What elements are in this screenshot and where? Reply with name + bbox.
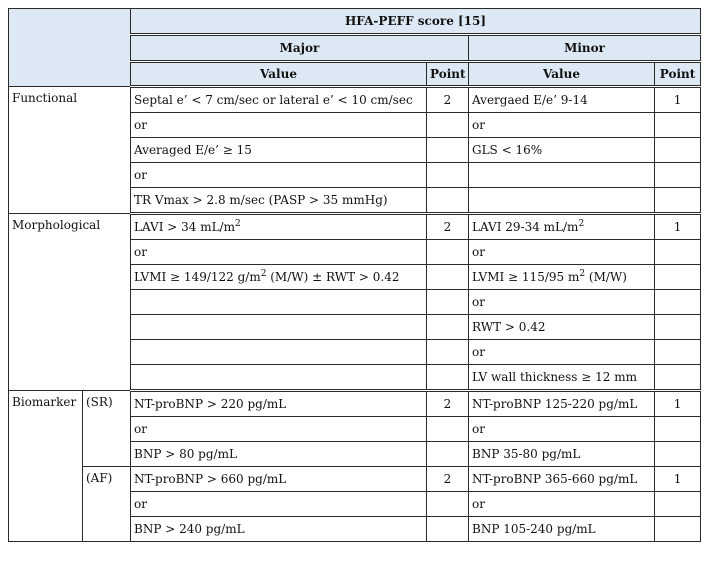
- lvmi-major-text: LVMI ≥ 149/122 g/m: [134, 270, 261, 284]
- subcategory-af: (AF): [83, 467, 131, 542]
- major-value-cell: or: [131, 163, 427, 188]
- category-biomarker: Biomarker: [9, 391, 83, 542]
- minor-point-cell: [655, 365, 701, 391]
- table-title: HFA-PEFF score [15]: [131, 9, 701, 35]
- minor-value-cell: BNP 35-80 pg/mL: [469, 442, 655, 467]
- major-point-cell: [427, 265, 469, 290]
- major-point-cell: [427, 315, 469, 340]
- lavi-minor-text: LAVI 29-34 mL/m: [472, 220, 579, 234]
- minor-point-cell: [655, 492, 701, 517]
- major-value-cell: [131, 265, 427, 290]
- major-value-cell: [131, 365, 427, 391]
- minor-value-cell: or: [469, 417, 655, 442]
- major-value-cell: NT-proBNP > 220 pg/mL: [131, 391, 427, 417]
- minor-value-cell: NT-proBNP 365-660 pg/mL: [469, 467, 655, 492]
- table-row: [9, 391, 701, 417]
- major-value-cell: or: [131, 240, 427, 265]
- major-value-cell: [131, 290, 427, 315]
- major-value-cell: Averaged E/e’ ≥ 15: [131, 138, 427, 163]
- major-value-cell: [131, 340, 427, 365]
- minor-value-cell: GLS < 16%: [469, 138, 655, 163]
- minor-point-cell: [655, 163, 701, 188]
- major-value-cell: BNP > 240 pg/mL: [131, 517, 427, 542]
- major-value-cell: [131, 315, 427, 340]
- minor-point-cell: [655, 188, 701, 214]
- superscript-2: 2: [578, 219, 585, 229]
- minor-point-cell: [655, 113, 701, 138]
- lvmi-major-suffix: (M/W) ± RWT > 0.42: [266, 270, 400, 284]
- major-point-cell: [427, 365, 469, 391]
- minor-value-header: Value: [469, 62, 655, 87]
- minor-point-cell: [655, 417, 701, 442]
- minor-value-cell: [469, 163, 655, 188]
- major-point-cell: [427, 188, 469, 214]
- major-point-cell: 2: [427, 87, 469, 113]
- score-table-container: [8, 8, 701, 542]
- major-point-cell: [427, 492, 469, 517]
- minor-point-cell: [655, 315, 701, 340]
- minor-header: Minor: [469, 35, 701, 62]
- minor-point-cell: [655, 290, 701, 315]
- minor-point-cell: 1: [655, 391, 701, 417]
- header-corner-cell: [9, 9, 131, 87]
- minor-point-cell: 1: [655, 467, 701, 492]
- minor-point-cell: [655, 240, 701, 265]
- major-value-header: Value: [131, 62, 427, 87]
- major-point-cell: 2: [427, 214, 469, 240]
- superscript-2: 2: [260, 269, 267, 279]
- minor-value-cell: RWT > 0.42: [469, 315, 655, 340]
- major-point-cell: [427, 442, 469, 467]
- minor-value-cell: [469, 188, 655, 214]
- major-value-cell: [131, 214, 427, 240]
- major-point-cell: [427, 517, 469, 542]
- category-functional: Functional: [9, 87, 131, 214]
- minor-value-cell: or: [469, 340, 655, 365]
- major-point-cell: [427, 290, 469, 315]
- major-value-cell: BNP > 80 pg/mL: [131, 442, 427, 467]
- minor-point-cell: [655, 138, 701, 163]
- major-point-header: Point: [427, 62, 469, 87]
- minor-value-cell: or: [469, 492, 655, 517]
- subcategory-sr: (SR): [83, 391, 131, 467]
- lvmi-minor-text: LVMI ≥ 115/95 m: [472, 270, 580, 284]
- lvmi-minor-suffix: (M/W): [585, 270, 627, 284]
- major-point-cell: [427, 240, 469, 265]
- major-point-cell: 2: [427, 467, 469, 492]
- minor-point-header: Point: [655, 62, 701, 87]
- minor-value-cell: or: [469, 240, 655, 265]
- minor-point-cell: [655, 265, 701, 290]
- minor-value-cell: LV wall thickness ≥ 12 mm: [469, 365, 655, 391]
- lavi-major-text: LAVI > 34 mL/m: [134, 220, 235, 234]
- major-value-cell: or: [131, 492, 427, 517]
- major-point-cell: [427, 138, 469, 163]
- minor-point-cell: 1: [655, 214, 701, 240]
- major-point-cell: 2: [427, 391, 469, 417]
- minor-value-cell: Avergaed E/e’ 9-14: [469, 87, 655, 113]
- major-value-cell: Septal e’ < 7 cm/sec or lateral e’ < 10 cm/sec: [131, 87, 427, 113]
- minor-value-cell: or: [469, 290, 655, 315]
- minor-value-cell: or: [469, 113, 655, 138]
- superscript-2: 2: [579, 269, 586, 279]
- minor-point-cell: [655, 340, 701, 365]
- minor-value-cell: NT-proBNP 125-220 pg/mL: [469, 391, 655, 417]
- category-morphological: Morphological: [9, 214, 131, 391]
- minor-value-cell: [469, 214, 655, 240]
- table-row: [9, 214, 701, 240]
- table-row: [9, 467, 701, 492]
- minor-point-cell: [655, 442, 701, 467]
- major-value-cell: or: [131, 113, 427, 138]
- major-point-cell: [427, 417, 469, 442]
- hfa-peff-score-table: [8, 8, 701, 542]
- major-header: Major: [131, 35, 469, 62]
- major-point-cell: [427, 340, 469, 365]
- minor-value-cell: [469, 265, 655, 290]
- major-point-cell: [427, 113, 469, 138]
- major-value-cell: TR Vmax > 2.8 m/sec (PASP > 35 mmHg): [131, 188, 427, 214]
- major-value-cell: or: [131, 417, 427, 442]
- major-point-cell: [427, 163, 469, 188]
- minor-value-cell: BNP 105-240 pg/mL: [469, 517, 655, 542]
- minor-point-cell: 1: [655, 87, 701, 113]
- superscript-2: 2: [234, 219, 241, 229]
- major-value-cell: NT-proBNP > 660 pg/mL: [131, 467, 427, 492]
- table-row: [9, 87, 701, 113]
- minor-point-cell: [655, 517, 701, 542]
